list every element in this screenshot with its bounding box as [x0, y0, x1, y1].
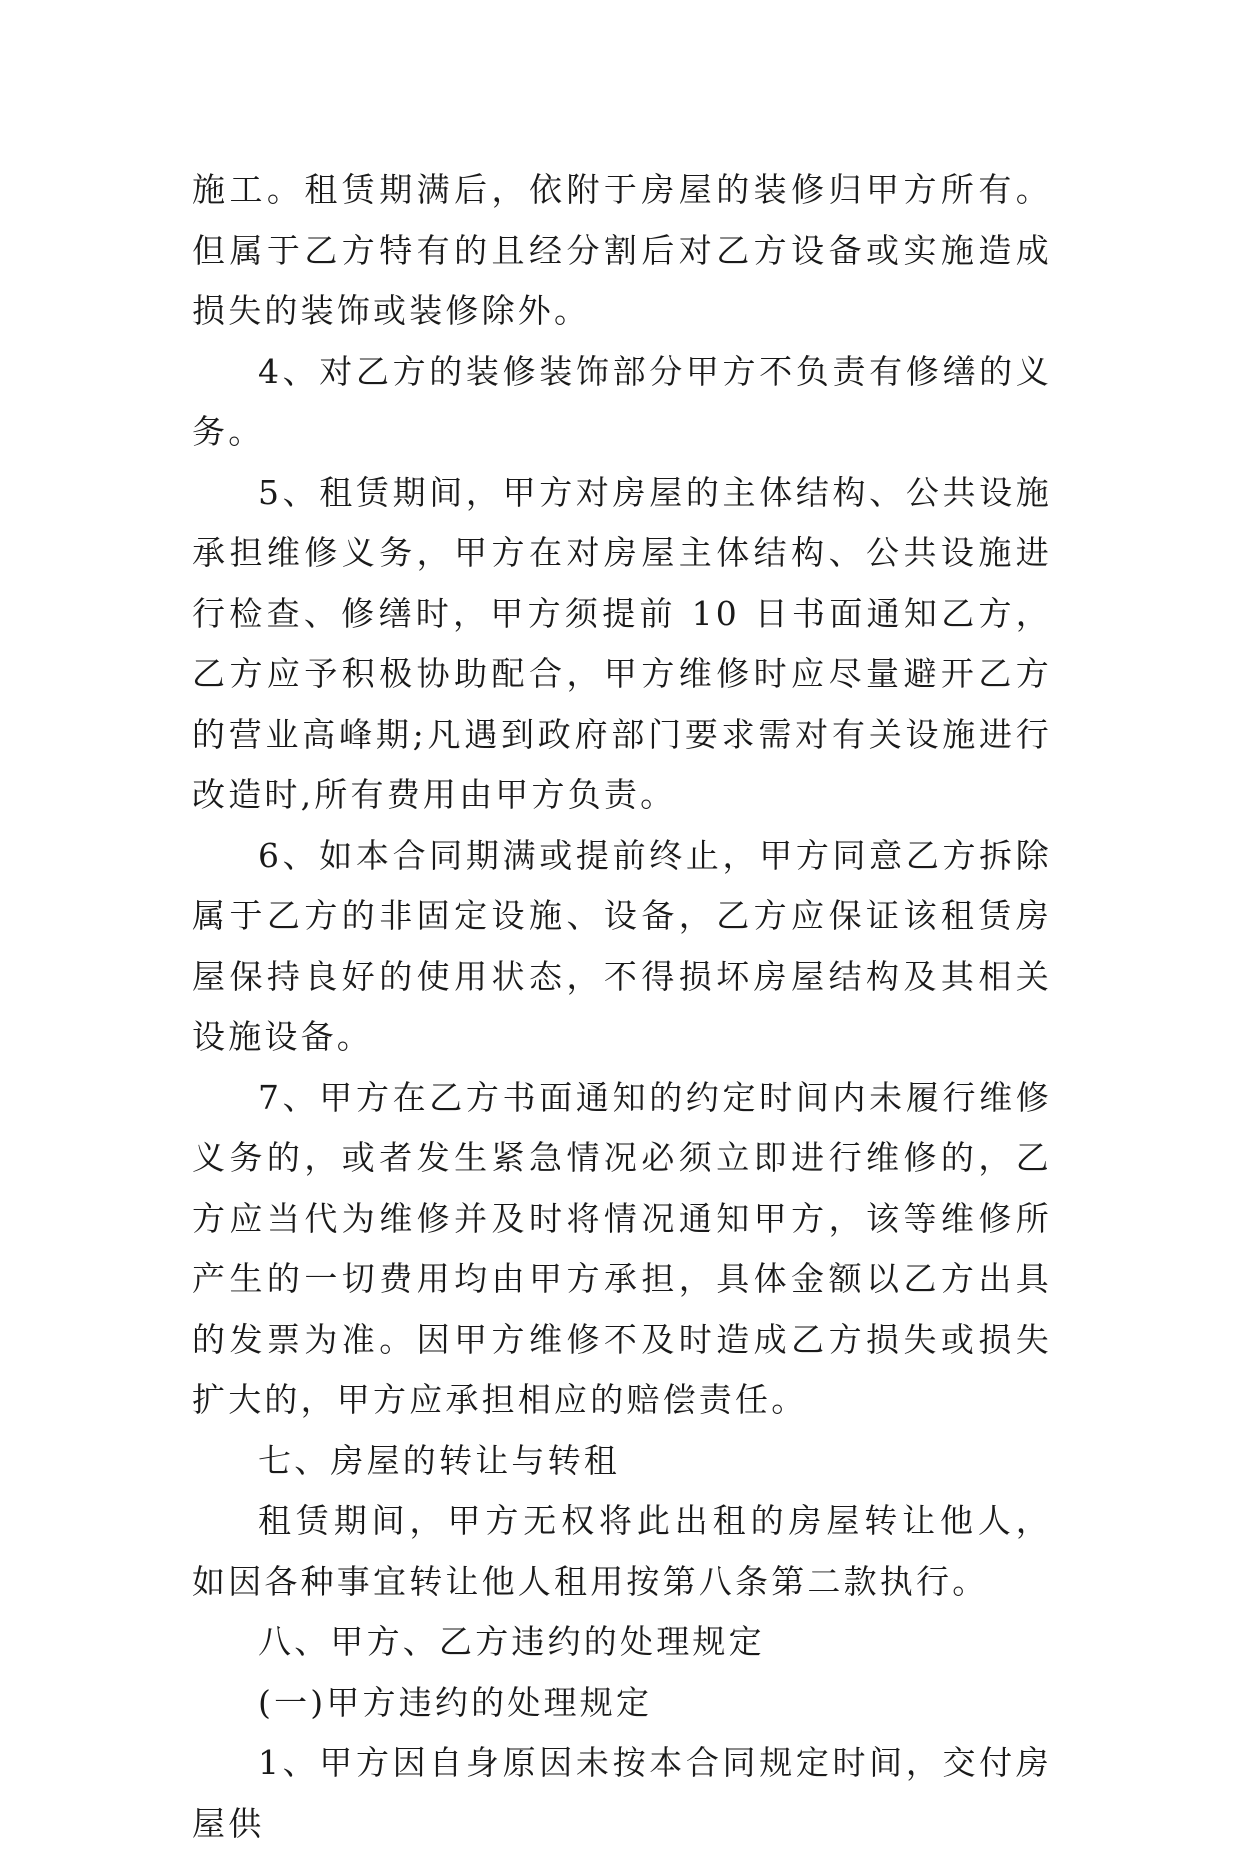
- paragraph-clause-7: 7、甲方在乙方书面通知的约定时间内未履行维修义务的，或者发生紧急情况必须立即进行维修的，乙方应当代为维修并及时将情况通知甲方，该等维修所产生的一切费用均由甲方承担，具体金额以乙方出具的发票为准。因甲方维修不及时造成乙方损失或损失扩大的，甲方应承担相应的赔偿责任。: [192, 1077, 1052, 1419]
- paragraph-clause-4: 4、对乙方的装修装饰部分甲方不负责有修缮的义务。: [192, 351, 1052, 451]
- paragraph-section-7-body: 租赁期间，甲方无权将此出租的房屋转让他人，如因各种事宜转让他人租用按第八条第二款执行。: [192, 1501, 1052, 1601]
- subsection-heading-1: (一)甲方违约的处理规定: [258, 1682, 653, 1722]
- paragraph-clause-6: 6、如本合同期满或提前终止，甲方同意乙方拆除属于乙方的非固定设施、设备，乙方应保证该租赁房屋保持良好的使用状态，不得损坏房屋结构及其相关设施设备。: [192, 835, 1052, 1056]
- document-body: [192, 160, 1052, 1854]
- section-heading-7: 七、房屋的转让与转租: [258, 1440, 620, 1480]
- section-heading-8: 八、甲方、乙方违约的处理规定: [258, 1622, 765, 1661]
- paragraph-subsection-1-clause-1: 1、甲方因自身原因未按本合同规定时间，交付房屋供: [192, 1743, 1052, 1843]
- paragraph-continuation: 施工。租赁期满后，依附于房屋的装修归甲方所有。但属于乙方特有的且经分割后对乙方设备或实施造成损失的装饰或装修除外。: [192, 170, 1052, 330]
- paragraph-clause-5: 5、租赁期间，甲方对房屋的主体结构、公共设施承担维修义务，甲方在对房屋主体结构、公共设施进行检查、修缮时，甲方须提前 10 日书面通知乙方，乙方应予积极协助配合，甲方维修时应尽量避开乙方的营业高峰期;凡遇到政府部门要求需对有关设施进行改造时,所有费用由甲方负责。: [192, 472, 1052, 814]
